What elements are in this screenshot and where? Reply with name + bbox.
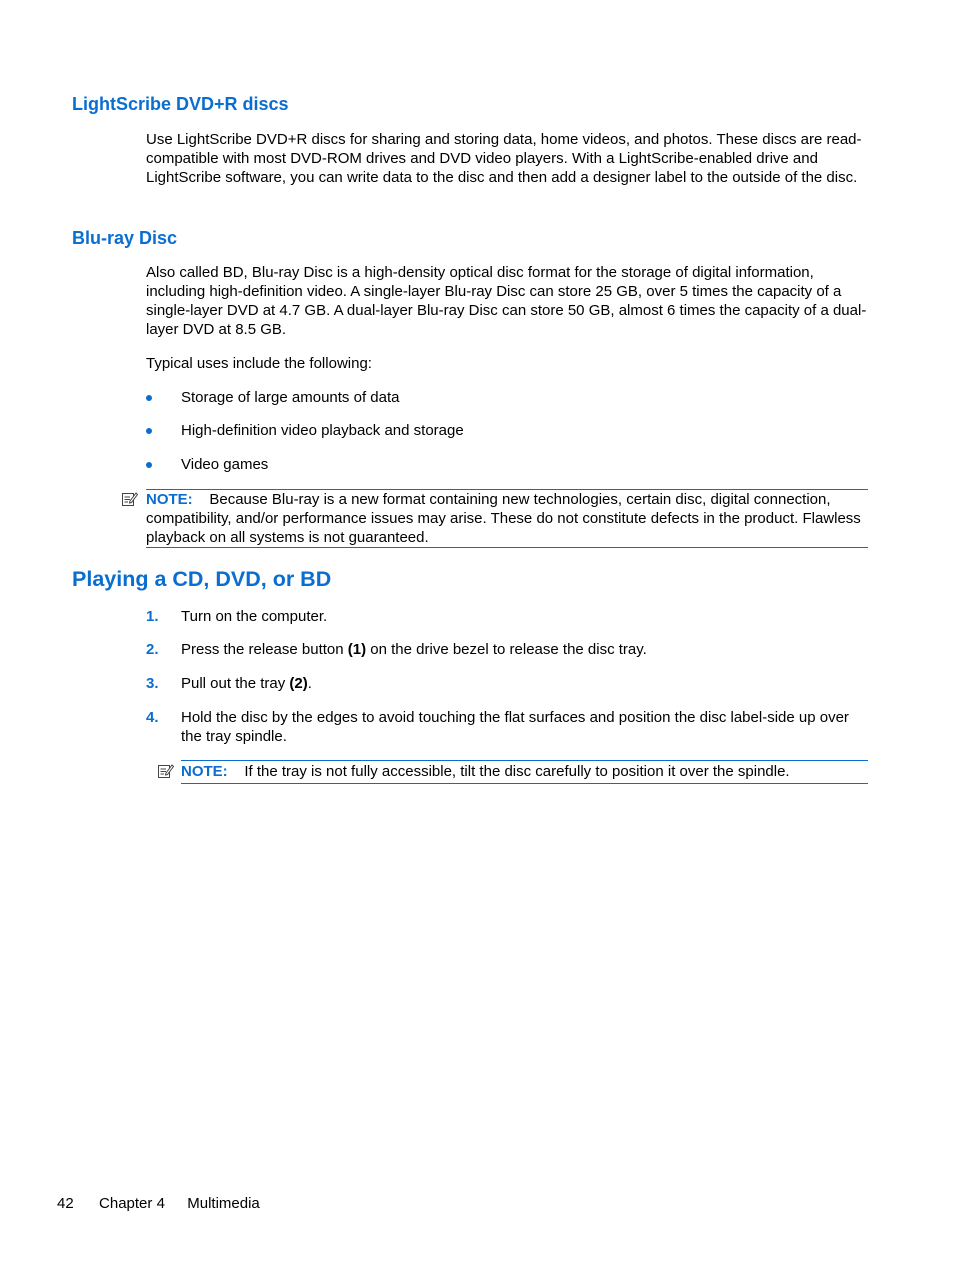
note-text: If the tray is not fully accessible, tilt the disc carefully to position it over the spindle.	[244, 763, 790, 780]
step-number: 2.	[146, 641, 159, 658]
step-item	[146, 640, 868, 660]
step-text-part: Press the release button	[181, 641, 348, 658]
step-text	[181, 640, 868, 659]
step-callout: (1)	[347, 641, 367, 658]
step-number: 4.	[146, 709, 159, 726]
note-text: Because Blu-ray is a new format containing new technologies, certain disc, digital connection, compatibility, and/or performance issues may arise. These do not constitute defects in the product. Flawless playback on all systems is not guaranteed.	[146, 491, 861, 546]
step-item	[146, 674, 868, 694]
step-number: 1.	[146, 608, 159, 625]
chapter-label: Chapter 4	[99, 1195, 165, 1212]
step-item	[146, 607, 868, 627]
step-item	[146, 708, 868, 748]
lightscribe-paragraph: Use LightScribe DVD+R discs for sharing and storing data, home videos, and photos. These discs are read-compatible with most DVD-ROM drives and DVD video players. With a LightScribe-enabled drive and LightScribe software, you can write data to the disc and then add a designer label to the outside of the disc.	[146, 131, 862, 186]
list-item-text: Video games	[181, 456, 269, 473]
list-item-text: High-definition video playback and storage	[181, 422, 464, 439]
step-callout: (2)	[289, 675, 308, 692]
note-label: NOTE:	[146, 491, 193, 508]
bluray-paragraph: Also called BD, Blu-ray Disc is a high-density optical disc format for the storage of digital information, including high-definition video. A single-layer Blu-ray Disc can store 25 GB, over 5 times the capacity of a single-layer DVD at 4.7 GB. A dual-layer Blu-ray Disc can store 50 GB, almost 6 times the capacity of a dual-layer DVD at 8.5 GB.	[146, 264, 867, 338]
page-title: Playing a CD, DVD, or BD	[72, 567, 332, 591]
step-text-part: .	[307, 675, 312, 692]
step-text: Hold the disc by the edges to avoid touching the flat surfaces and position the disc label-side up over the tray spindle.	[181, 709, 849, 745]
bluray-intro: Typical uses include the following:	[146, 355, 372, 372]
section-heading-bluray: Blu-ray Disc	[72, 228, 178, 248]
step-text-part: on the drive bezel to release the disc tray.	[366, 641, 647, 658]
step-text-part: Pull out the tray	[181, 675, 290, 692]
bullet-icon	[146, 462, 152, 468]
step-number: 3.	[146, 675, 159, 692]
note-box-playing	[181, 760, 868, 784]
chapter-title: Multimedia	[187, 1195, 260, 1212]
section-heading-lightscribe: LightScribe DVD+R discs	[72, 94, 289, 114]
bullet-icon	[146, 395, 152, 401]
note-pencil-icon	[157, 762, 174, 779]
step-text	[181, 674, 868, 693]
note-label: NOTE:	[181, 763, 228, 780]
page-footer	[57, 1194, 260, 1213]
note-box-bluray	[146, 489, 868, 548]
step-text: Turn on the computer.	[181, 608, 328, 625]
page-number: 42	[57, 1195, 74, 1212]
bullet-icon	[146, 428, 152, 434]
note-pencil-icon	[121, 490, 138, 507]
list-item-text: Storage of large amounts of data	[181, 389, 400, 406]
